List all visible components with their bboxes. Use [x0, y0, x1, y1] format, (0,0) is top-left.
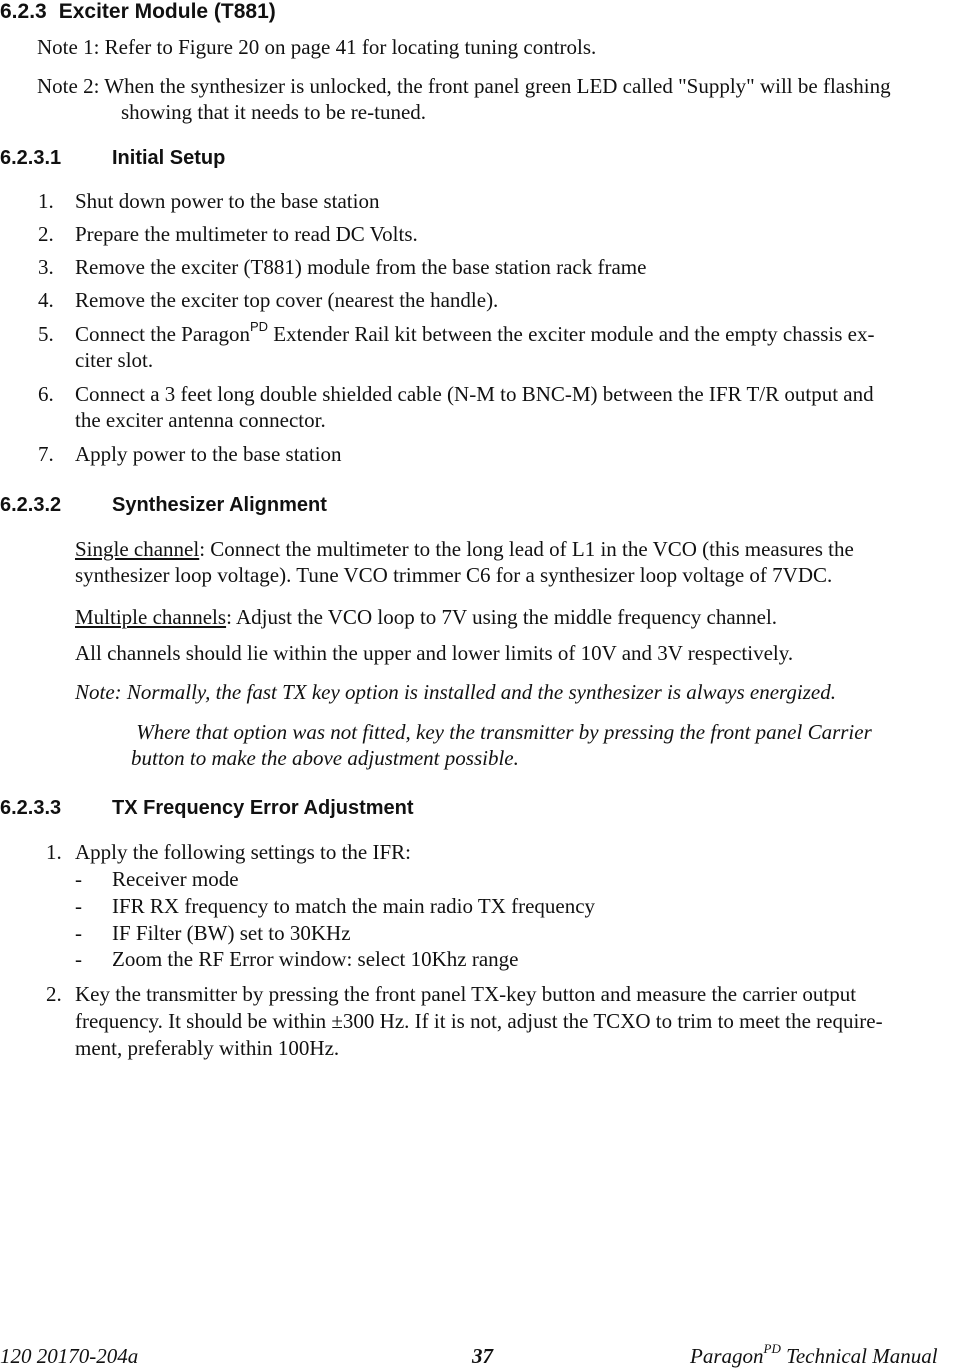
subsection-number: 6.2.3.3 [0, 797, 62, 819]
list-item: Apply the following settings to the IFR: [75, 840, 411, 864]
bullet-item: Receiver mode [112, 867, 239, 891]
bullet-item: IF Filter (BW) set to 30KHz [112, 921, 351, 945]
list-item-continuation: the exciter antenna connector. [75, 408, 326, 432]
note-2-line-2: showing that it needs to be re-tuned. [121, 100, 427, 124]
footer-manual-text: Paragon [690, 1344, 764, 1368]
list-item-continuation: frequency. It should be within ±300 Hz. If it is not, adjust the TCXO to trim to meet the require- [75, 1009, 883, 1033]
pd-superscript: PD [249, 319, 269, 334]
footer-manual-text: Technical Manual [780, 1344, 938, 1368]
all-channels-text: All channels should lie within the upper and lower limits of 10V and 3V respectively. [75, 641, 794, 665]
section-title: Exciter Module (T881) [58, 0, 276, 23]
list-item-number: 1. [38, 189, 54, 213]
list-item-number: 2. [38, 222, 54, 246]
list-item: Connect a 3 feet long double shielded cable (N-M to BNC-M) between the IFR T/R output and [75, 382, 874, 406]
list-item: Remove the exciter top cover (nearest the handle). [75, 288, 499, 312]
subsection-number: 6.2.3.2 [0, 494, 62, 516]
footer-pd-superscript: PD [763, 1341, 781, 1356]
synth-note-line-2: Where that option was not fitted, key the transmitter by pressing the front panel Carrier [131, 720, 872, 744]
subsection-heading-synthesizer-alignment [0, 494, 327, 517]
list-item-continuation: ment, preferably within 100Hz. [75, 1036, 340, 1060]
list-item-number: 4. [38, 288, 54, 312]
footer-manual-title [690, 1341, 938, 1369]
single-channel-paragraph [75, 536, 854, 562]
list-item: Prepare the multimeter to read DC Volts. [75, 222, 418, 246]
list-item-number: 2. [46, 982, 62, 1006]
multiple-channels-label: Multiple channels [75, 605, 227, 629]
subsection-number: 6.2.3.1 [0, 147, 62, 169]
footer-doc-number: 120 20170-204a [0, 1344, 139, 1368]
subsection-title: TX Frequency Error Adjustment [112, 797, 414, 819]
single-channel-continuation: synthesizer loop voltage). Tune VCO trimmer C6 for a synthesizer loop voltage of 7VDC. [75, 563, 833, 587]
list-item: Key the transmitter by pressing the front panel TX-key button and measure the carrier output [75, 982, 857, 1006]
bullet-mark: - [75, 867, 82, 891]
list-item-text: Connect the Paragon [75, 322, 250, 346]
list-item-number: 6. [38, 382, 54, 406]
single-channel-label: Single channel [75, 537, 200, 561]
bullet-item: IFR RX frequency to match the main radio TX frequency [112, 894, 596, 918]
multiple-channels-text: : Adjust the VCO loop to 7V using the middle frequency channel. [226, 605, 778, 629]
section-heading [0, 0, 276, 24]
synth-note-line-3: button to make the above adjustment possible. [131, 746, 519, 770]
list-item: Remove the exciter (T881) module from the base station rack frame [75, 255, 647, 279]
footer-page-number: 37 [472, 1344, 493, 1368]
list-item: Shut down power to the base station [75, 189, 380, 213]
list-item-number: 1. [46, 840, 62, 864]
subsection-title: Synthesizer Alignment [112, 494, 327, 516]
synth-note-line-1: Note: Normally, the fast TX key option is installed and the synthesizer is always energized. [75, 680, 836, 704]
bullet-item: Zoom the RF Error window: select 10Khz range [112, 947, 519, 971]
list-item-number: 3. [38, 255, 54, 279]
note-1: Note 1: Refer to Figure 20 on page 41 for locating tuning controls. [37, 35, 597, 59]
bullet-mark: - [75, 947, 82, 971]
subsection-heading-tx-frequency [0, 797, 414, 820]
subsection-title: Initial Setup [112, 147, 226, 169]
list-item [75, 321, 874, 347]
list-item-text: Extender Rail kit between the exciter module and the empty chassis ex- [268, 322, 875, 346]
bullet-mark: - [75, 894, 82, 918]
multiple-channels-paragraph [75, 604, 777, 630]
list-item-number: 5. [38, 322, 54, 346]
single-channel-text: : Connect the multimeter to the long lead of L1 in the VCO (this measures the [199, 537, 854, 561]
list-item: Apply power to the base station [75, 442, 342, 466]
section-number: 6.2.3 [0, 0, 47, 23]
list-item-continuation: citer slot. [75, 348, 154, 372]
bullet-mark: - [75, 921, 82, 945]
list-item-number: 7. [38, 442, 54, 466]
subsection-heading-initial-setup [0, 147, 226, 170]
note-2-line-1: Note 2: When the synthesizer is unlocked, the front panel green LED called "Supply" will be flashing [37, 74, 891, 98]
